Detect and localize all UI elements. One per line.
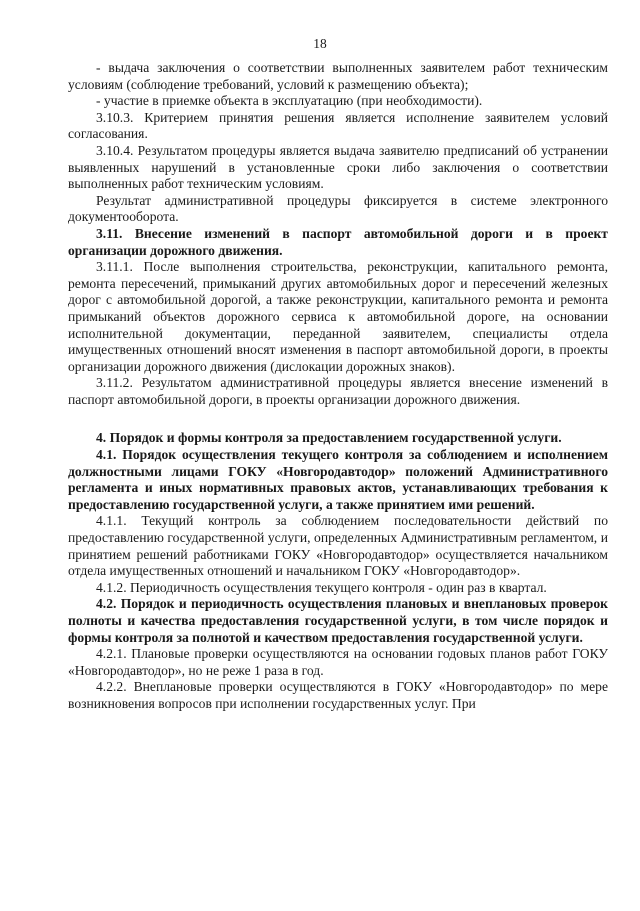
paragraph-clause-4-1-1: 4.1.1. Текущий контроль за соблюдением последовательности действий по предоставлению государственной услуги, определенных Административным регламентом, и принятием решений работниками ГОКУ «Новгородавтодор» осуществляется начальником отдела имущественных отношений и начальником ГОКУ «Новгородавтодор». [68,513,608,579]
paragraph-heading-4-2: 4.2. Порядок и периодичность осуществления плановых и внеплановых проверок полноты и качества предоставления государственной услуги, в том числе порядок и формы контроля за полнотой и качеством предоставления государственной услуги. [68,596,608,645]
section-gap [68,408,608,430]
paragraph-bullet-conclusion: - выдача заключения о соответствии выполненных заявителем работ техническим условиям (соблюдение требований, условий к размещению объекта); [68,60,608,92]
paragraph-clause-4-2-1: 4.2.1. Плановые проверки осуществляются на основании годовых планов работ ГОКУ «Новгородавтодор», но не реже 1 раза в год. [68,646,608,678]
paragraph-clause-3-11-2: 3.11.2. Результатом административной процедуры является внесение изменений в паспорт автомобильной дороги, в проекты организации дорожного движения. [68,375,608,407]
page-number: 18 [313,36,327,51]
paragraph-clause-4-1-2: 4.1.2. Периодичность осуществления текущего контроля - один раз в квартал. [96,579,547,595]
paragraph-result-fixation: Результат административной процедуры фиксируется в системе электронного документооборота. [68,192,608,225]
paragraph-bullet-acceptance: - участие в приемке объекта в эксплуатацию (при необходимости). [96,93,483,109]
paragraph-heading-3-11: 3.11. Внесение изменений в паспорт автомобильной дороги и в проект организации дорожного движения. [68,225,608,258]
paragraph-heading-4-1: 4.1. Порядок осуществления текущего контроля за соблюдением и исполнением должностными лицами ГОКУ «Новгородавтодор» положений Административного регламента и иных нормативных правовых актов, устанавливающих требования к предоставлению государственной услуги, а также принятием ими решений. [68,447,608,512]
paragraph-clause-3-11-1: 3.11.1. После выполнения строительства, реконструкции, капитального ремонта, ремонта пересечений, примыканий других автомобильных дорог и пересечений железных дорог с автомобильной дорогой, а также реконструкции, капитального ремонта и ремонта примыканий объектов дорожного сервиса к автомобильной дороге, на основании исполнительной документации, переданной заявителем, специалисты отдела имущественных отношений вносят изменения в паспорт автомобильной дороги, в проекты организации дорожного движения (дислокации дорожных знаков). [68,259,608,374]
paragraph-heading-4: 4. Порядок и формы контроля за предоставлением государственной услуги. [96,430,562,446]
paragraph-clause-3-10-4: 3.10.4. Результатом процедуры является выдача заявителю предписаний об устранении выявленных нарушений в установленные сроки либо заключения о соответствии выполненных работ техническим условиям. [68,142,608,192]
document-body [68,60,608,713]
paragraph-clause-4-2-2: 4.2.2. Внеплановые проверки осуществляются в ГОКУ «Новгородавтодор» по мере возникновения вопросов при исполнении государственных услуг. При [68,679,608,711]
paragraph-clause-3-10-3: 3.10.3. Критерием принятия решения является исполнение заявителем условий согласования. [68,109,608,142]
